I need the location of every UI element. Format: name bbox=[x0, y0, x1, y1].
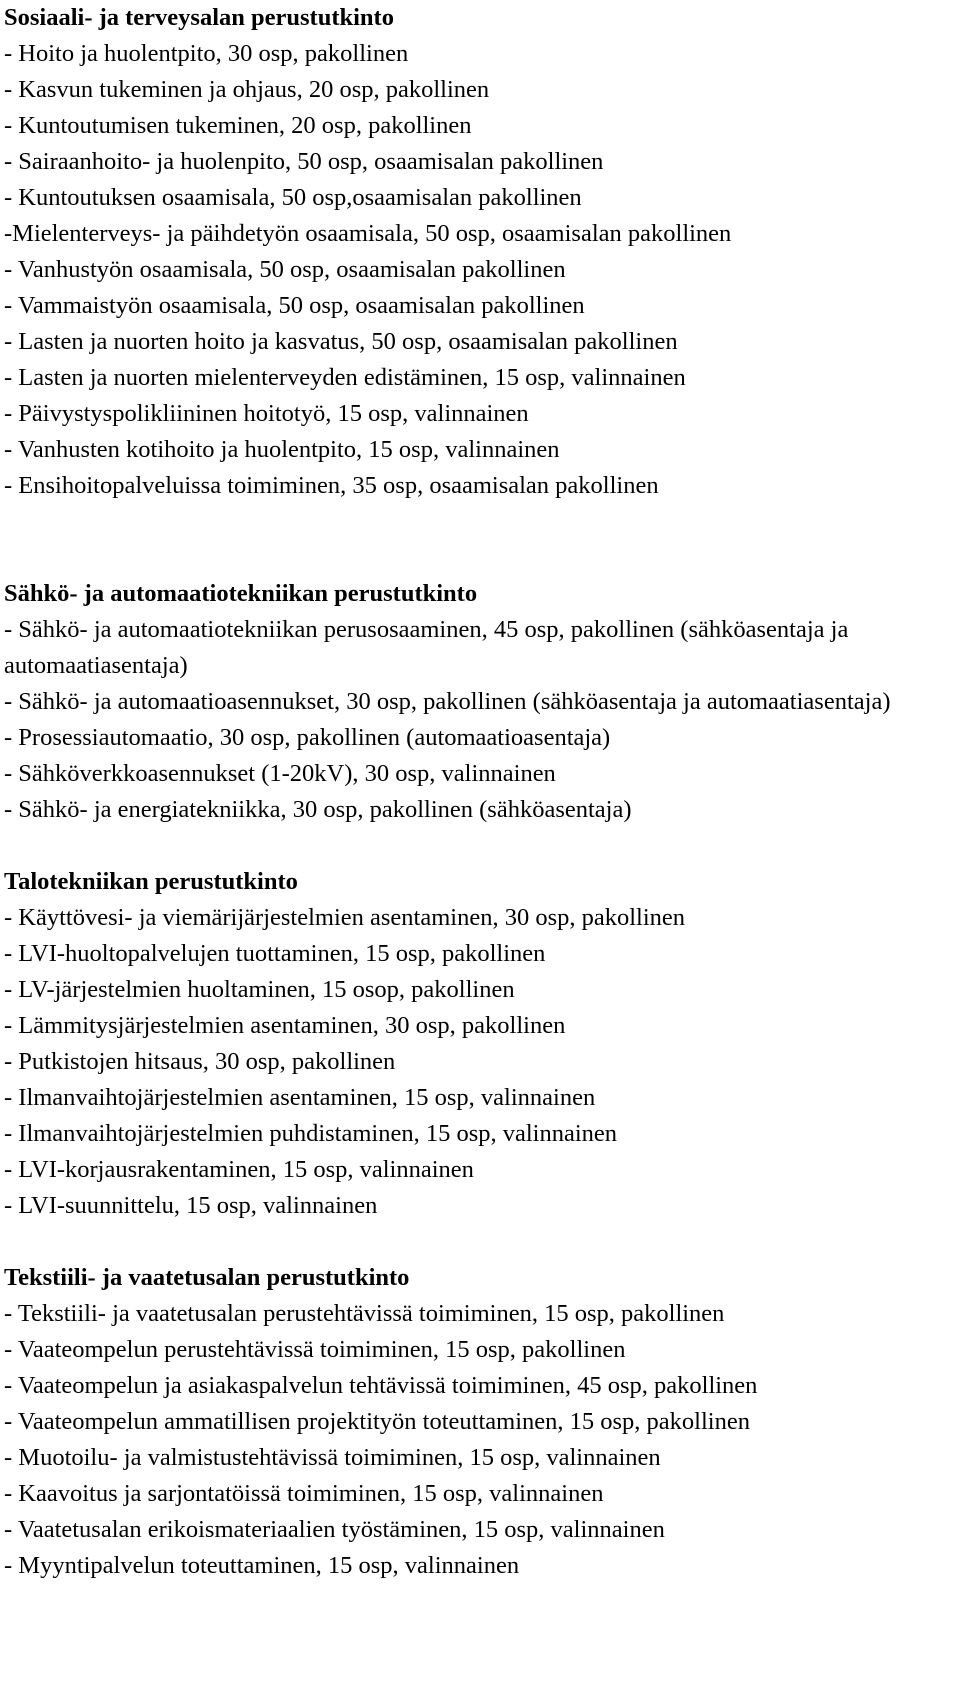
list-item: - Sähkö- ja energiatekniikka, 30 osp, pakollinen (sähköasentaja) bbox=[4, 796, 632, 823]
section-textile-clothing bbox=[4, 1260, 958, 1584]
list-item: - Prosessiautomaatio, 30 osp, pakollinen (automaatioasentaja) bbox=[4, 724, 611, 751]
list-item: - LVI-huoltopalvelujen tuottaminen, 15 osp, pakollinen bbox=[4, 940, 546, 967]
list-item: - LV-järjestelmien huoltaminen, 15 osop, pakollinen bbox=[4, 976, 515, 1003]
document-page bbox=[4, 0, 958, 1584]
list-item: - Putkistojen hitsaus, 30 osp, pakollinen bbox=[4, 1048, 396, 1075]
list-item: - LVI-suunnittelu, 15 osp, valinnainen bbox=[4, 1192, 378, 1219]
list-item: - Myyntipalvelun toteuttaminen, 15 osp, valinnainen bbox=[4, 1552, 520, 1579]
list-item: - Käyttövesi- ja viemärijärjestelmien asentaminen, 30 osp, pakollinen bbox=[4, 904, 686, 931]
list-item: - Vaateompelun ja asiakaspalvelun tehtävissä toimiminen, 45 osp, pakollinen bbox=[4, 1372, 758, 1399]
list-item: - Vaateompelun ammatillisen projektityön toteuttaminen, 15 osp, pakollinen bbox=[4, 1408, 750, 1435]
list-item: - Sairaanhoito- ja huolenpito, 50 osp, osaamisalan pakollinen bbox=[4, 148, 604, 175]
list-item: - Vaatetusalan erikoismateriaalien työstäminen, 15 osp, valinnainen bbox=[4, 1516, 665, 1543]
list-item: - Lämmitysjärjestelmien asentaminen, 30 osp, pakollinen bbox=[4, 1012, 566, 1039]
list-item: - Kuntoutuksen osaamisala, 50 osp,osaamisalan pakollinen bbox=[4, 184, 582, 211]
list-item: - Muotoilu- ja valmistustehtävissä toimiminen, 15 osp, valinnainen bbox=[4, 1444, 661, 1471]
list-item: - Päivystyspolikliininen hoitotyö, 15 osp, valinnainen bbox=[4, 400, 529, 427]
list-item: - Kuntoutumisen tukeminen, 20 osp, pakollinen bbox=[4, 112, 472, 139]
list-item: - Lasten ja nuorten hoito ja kasvatus, 50 osp, osaamisalan pakollinen bbox=[4, 328, 678, 355]
list-item: - LVI-korjausrakentaminen, 15 osp, valinnainen bbox=[4, 1156, 474, 1183]
list-item: - Vaateompelun perustehtävissä toimiminen, 15 osp, pakollinen bbox=[4, 1336, 626, 1363]
list-item: - Sähkö- ja automaatioasennukset, 30 osp, pakollinen (sähköasentaja ja automaatiasentaja) bbox=[4, 688, 891, 715]
section-heading: Tekstiili- ja vaatetusalan perustutkinto bbox=[4, 1264, 410, 1291]
list-item: - Vammaistyön osaamisala, 50 osp, osaamisalan pakollinen bbox=[4, 292, 585, 319]
list-item: - Kaavoitus ja sarjontatöissä toimiminen, 15 osp, valinnainen bbox=[4, 1480, 604, 1507]
list-item: - Vanhusten kotihoito ja huolentpito, 15 osp, valinnainen bbox=[4, 436, 560, 463]
list-item: - Ilmanvaihtojärjestelmien asentaminen, 15 osp, valinnainen bbox=[4, 1084, 596, 1111]
list-item: - Ensihoitopalveluissa toimiminen, 35 osp, osaamisalan pakollinen bbox=[4, 472, 659, 499]
section-building-services bbox=[4, 864, 958, 1224]
list-item: - Lasten ja nuorten mielenterveyden edistäminen, 15 osp, valinnainen bbox=[4, 364, 686, 391]
section-heading: Sosiaali- ja terveysalan perustutkinto bbox=[4, 4, 394, 31]
section-social-health bbox=[4, 0, 958, 504]
list-item: - Sähköverkkoasennukset (1-20kV), 30 osp, valinnainen bbox=[4, 760, 556, 787]
list-item: - Vanhustyön osaamisala, 50 osp, osaamisalan pakollinen bbox=[4, 256, 566, 283]
list-item: - Tekstiili- ja vaatetusalan perustehtävissä toimiminen, 15 osp, pakollinen bbox=[4, 1300, 725, 1327]
list-item: - Hoito ja huolentpito, 30 osp, pakollinen bbox=[4, 40, 409, 67]
section-electrical-automation bbox=[4, 576, 958, 828]
section-heading: Sähkö- ja automaatiotekniikan perustutkinto bbox=[4, 580, 478, 607]
list-item: - Kasvun tukeminen ja ohjaus, 20 osp, pakollinen bbox=[4, 76, 490, 103]
list-item: - Sähkö- ja automaatiotekniikan perusosaaminen, 45 osp, pakollinen (sähköasentaja ja automaatiasentaja) bbox=[4, 616, 849, 679]
list-item: - Ilmanvaihtojärjestelmien puhdistaminen, 15 osp, valinnainen bbox=[4, 1120, 618, 1147]
list-item: -Mielenterveys- ja päihdetyön osaamisala, 50 osp, osaamisalan pakollinen bbox=[4, 220, 732, 247]
section-heading: Talotekniikan perustutkinto bbox=[4, 868, 298, 895]
